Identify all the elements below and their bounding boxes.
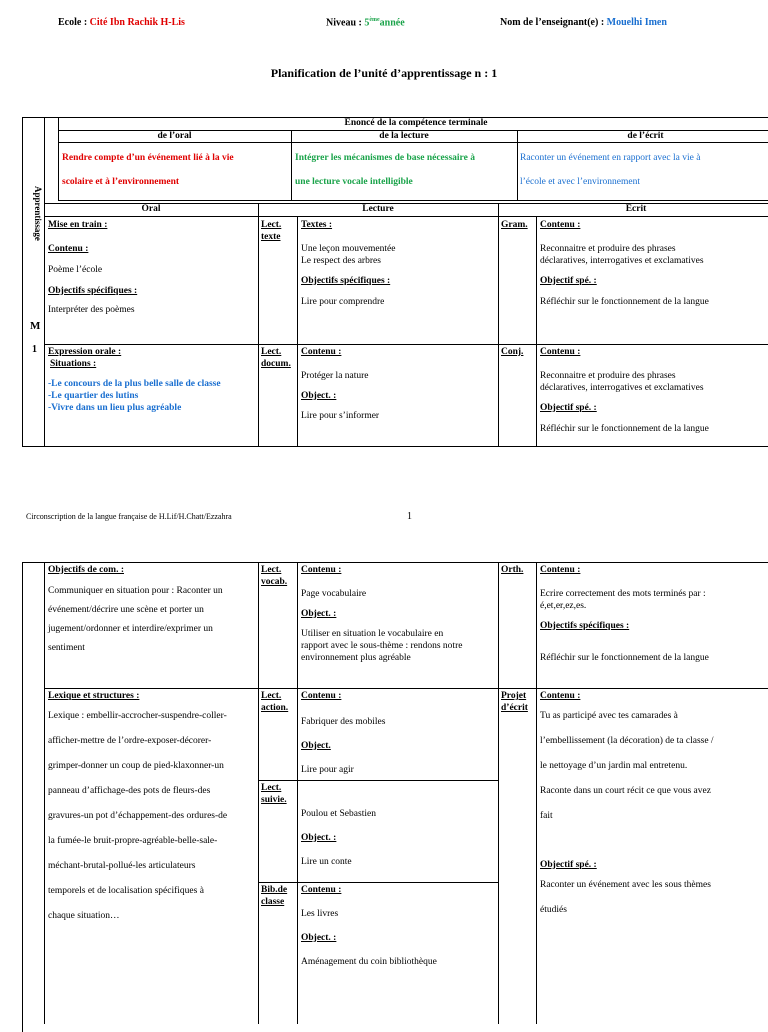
side-column-divider (44, 117, 45, 447)
side-vertical-label: Apprentissage (33, 186, 43, 241)
p2-row2-lecture1: Contenu : Fabriquer des mobiles Object. Lire pour agir (301, 691, 386, 775)
p2-row2-lecture2-type: Lect. suivie. (261, 783, 287, 805)
competence-lecture-text: Intégrer les mécanismes de base nécessaire à une lecture vocale intelligible (295, 153, 475, 187)
competence-col-ecrit: de l’écrit (627, 131, 664, 141)
teacher-field (500, 17, 667, 28)
p1-row2-lecture: Contenu : Protéger la nature Object. : Lire pour s’informer (301, 347, 380, 421)
teacher-label: Nom de l’enseignant(e) : (500, 17, 607, 28)
p1-row1-oral: Mise en train : Contenu : Poème l’école Objectifs spécifiques : Interpréter des poèmes (48, 220, 138, 315)
competence-col-oral: de l’oral (157, 131, 192, 141)
p2-row2-lecture2: Poulou et Sebastien Object. : Lire un conte (301, 809, 376, 867)
p2-row2-lecture3-type: Bib.de classe (261, 885, 288, 907)
p2-lecture-subdivider-2 (258, 882, 498, 883)
p1-row1-lecture: Textes : Une leçon mouvementée Le respect des arbres Objectifs spécifiques : Lire pour comprendre (301, 220, 396, 307)
p1-row2-oral: Expression orale : Situations : -Le concours de la plus belle salle de classe -Le quartier des lutins -Vivre dans un lieu plus agréable (48, 347, 221, 413)
teacher-value: Mouelhi Imen (606, 17, 667, 28)
p1-row2-ecrit-type: Conj. (501, 347, 524, 357)
p2-row2-oral: Lexique et structures : Lexique : embellir-accrocher-suspendre-coller- afficher-mettre de l’ordre-exposer-décorer- grimper-donner un coup de pied-klaxonner-un panneau d’affichage-des pots de fleurs-des gravures-un pot d’échappement-des ordures-de la fumée-le bruit-propre-agréable-belle-sale- méchant-brutal-pollué-les articulateurs temporels et de localisation spécifiques à chaque situation… (48, 691, 228, 921)
p1-col-divider-3 (498, 203, 499, 447)
level-field (326, 17, 405, 28)
p1-row2-lecture-type: Lect. docum. (261, 347, 291, 369)
p1-col-divider-2 (297, 216, 298, 447)
p2-col-divider-1 (258, 562, 259, 1024)
p2-col-divider-2 (297, 562, 298, 1024)
section-ecrit: Ecrit (625, 204, 647, 214)
section-header-bottom (44, 216, 768, 217)
p2-row2-ecrit: Contenu : Tu as participé avec tes camarades à l’embellissement (la décoration) de ta classe / le nettoyage d’un jardin mal entretenu. Raconte dans un court récit ce que vous avez fait Objectif spé. : Raconter un événement avec les sous thèmes étudiés (540, 691, 714, 915)
section-lecture: Lecture (362, 204, 394, 214)
p2-row1-oral: Objectifs de com. : Communiquer en situation pour : Raconter un événement/décrire une scène et porter un jugement/ordonner et interdire/exprimer un sentiment (48, 565, 223, 653)
competence-oral-text: Rendre compte d’un événement lié à la vie scolaire et à l’environnement (62, 153, 234, 187)
side-one-label: 1 (32, 344, 37, 355)
p2-row1-ecrit: Contenu : Ecrire correctement des mots terminés par : é,et,er,ez,es. Objectifs spécifiques : Réfléchir sur le fonctionnement de la langue (540, 565, 709, 663)
competence-ecrit-text: Raconter un événement en rapport avec la vie à l’école et avec l’environnement (520, 153, 701, 187)
p1-row1-lecture-type: Lect. texte (261, 220, 282, 242)
p2-row2-lecture1-type: Lect. action. (261, 691, 289, 713)
p1-row1-ecrit: Contenu : Reconnaitre et produire des phrases déclaratives, interrogatives et exclamatives Objectif spé. : Réfléchir sur le fonctionnement de la langue (540, 220, 709, 307)
section-oral: Oral (141, 204, 161, 214)
level-sup: ème (369, 17, 380, 23)
page-title: Planification de l’unité d’apprentissage n : 1 (270, 66, 498, 80)
level-value: 5 (364, 17, 370, 29)
p1-row-divider (44, 344, 768, 345)
school-field (58, 17, 185, 28)
p2-side-divider (44, 562, 45, 1024)
footer-page-number: 1 (407, 511, 412, 522)
school-value: Cité Ibn Rachik H-Lis (89, 17, 185, 28)
level-label: Niveau : (326, 17, 365, 29)
p1-row1-ecrit-type: Gram. (501, 220, 528, 230)
p2-row2-lecture3: Contenu : Les livres Object. : Aménagement du coin bibliothèque (301, 885, 437, 967)
p2-row-divider (44, 688, 768, 689)
competence-divider-2 (58, 142, 768, 143)
p2-col-divider-4 (536, 562, 537, 1024)
competence-col-lecture: de la lecture (379, 131, 429, 141)
p2-row2-ecrit-type: Projet d’écrit (501, 691, 528, 713)
p2-lecture-subdivider-1 (258, 780, 498, 781)
competence-heading: Enoncé de la compétence terminale (344, 118, 488, 128)
p1-row2-ecrit: Contenu : Reconnaitre et produire des phrases déclaratives, interrogatives et exclamatives Objectif spé. : Réfléchir sur le fonctionnement de la langue (540, 347, 709, 434)
footer-text: Circonscription de la langue française de H.Lif/H.Chatt/Ezzahra (26, 512, 232, 521)
p2-row1-ecrit-type: Orth. (501, 565, 524, 575)
p2-row1-lecture-type: Lect. vocab. (261, 565, 288, 587)
side-m-label: M (30, 320, 41, 332)
p1-col-divider-4 (536, 216, 537, 447)
school-label: Ecole : (58, 17, 90, 28)
p1-col-divider-1 (258, 203, 259, 447)
level-suffix: année (379, 17, 405, 29)
p2-col-divider-3 (498, 562, 499, 1024)
p2-row1-lecture: Contenu : Page vocabulaire Object. : Utiliser en situation le vocabulaire en rapport avec le sous-thème : rendons notre environnement plus agréable (301, 565, 463, 663)
